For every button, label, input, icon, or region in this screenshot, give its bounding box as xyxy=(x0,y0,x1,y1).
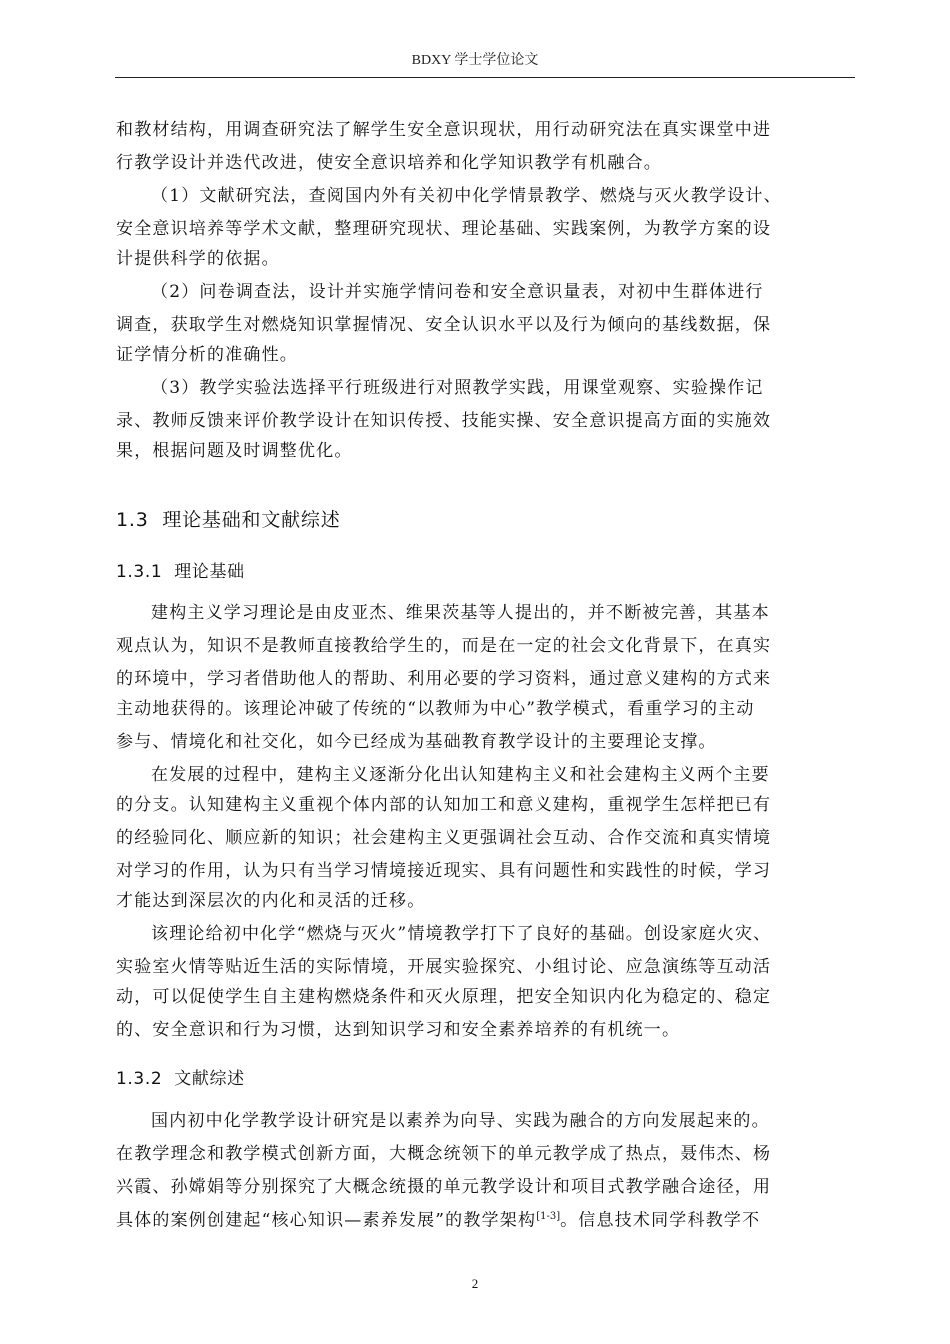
paragraph-line: 主动地获得的。该理论冲破了传统的“以教师为中心”教学模式，看重学习的主动 xyxy=(116,699,755,719)
paragraph-line: 参与、情境化和社交化，如今已经成为基础教育教学设计的主要理论支撑。 xyxy=(116,732,717,752)
section-title: 理论基础 xyxy=(174,562,245,582)
paragraph-line: 行教学设计并迭代改进，使安全意识培养和化学知识教学有机融合。 xyxy=(116,153,662,173)
paragraph-line: 的、安全意识和行为习惯，达到知识学习和安全素养培养的有机统一。 xyxy=(116,1020,681,1040)
paragraph-line: 动，可以促使学生自主建构燃烧条件和灭火原理，把安全知识内化为稳定的、稳定 xyxy=(116,987,772,1007)
paragraph-line: 对学习的作用，认为只有当学习情境接近现实、具有问题性和实践性的时候，学习 xyxy=(116,861,772,881)
section-heading-1-3-1 xyxy=(116,560,245,584)
section-heading-1-3-2 xyxy=(116,1067,245,1091)
paragraph-line: 证学情分析的准确性。 xyxy=(116,345,298,365)
text-after-citation: 。信息技术同学科教学不 xyxy=(560,1210,761,1231)
paragraph-line: 调查，获取学生对燃烧知识掌握情况、安全认识水平以及行为倾向的基线数据，保 xyxy=(116,315,772,335)
paragraph-line: 在教学理念和教学模式创新方面，大概念统领下的单元教学成了热点，聂伟杰、杨 xyxy=(116,1144,772,1164)
paragraph-line: 录、教师反馈来评价教学设计在知识传授、技能实操、安全意识提高方面的实施效 xyxy=(116,411,772,431)
section-number: 1.3.1 xyxy=(116,562,163,582)
page-number: 2 xyxy=(471,1276,479,1291)
paragraph-line: 果，根据问题及时调整优化。 xyxy=(116,441,353,461)
paragraph-line: 在发展的过程中，建构主义逐渐分化出认知建构主义和社会建构主义两个主要 xyxy=(151,765,770,785)
section-title: 理论基础和文献综述 xyxy=(162,509,341,531)
paragraph-line: 才能达到深层次的内化和灵活的迁移。 xyxy=(116,891,426,911)
paragraph-line: （2）问卷调查法，设计并实施学情问卷和安全意识量表，对初中生群体进行 xyxy=(151,282,764,302)
paragraph-line: 该理论给初中化学“燃烧与灭火”情境教学打下了良好的基础。创设家庭火灾、 xyxy=(151,924,772,944)
paragraph-line: （3）教学实验法选择平行班级进行对照教学实践，用课堂观察、实验操作记 xyxy=(151,378,764,398)
paragraph-line: 的分支。认知建构主义重视个体内部的认知加工和意义建构，重视学生怎样把已有 xyxy=(116,795,772,815)
header-title: BDXY 学士学位论文 xyxy=(411,53,539,68)
paragraph-line xyxy=(116,1205,760,1233)
text-before-citation: 具体的案例创建起“核心知识—素养发展”的教学架构 xyxy=(116,1210,537,1231)
paragraph-line: 兴霞、孙嫦娟等分别探究了大概念统摄的单元教学设计和项目式教学融合途径，用 xyxy=(116,1177,772,1197)
section-number: 1.3.2 xyxy=(116,1069,163,1089)
paragraph-line: 和教材结构，用调查研究法了解学生安全意识现状，用行动研究法在真实课堂中进 xyxy=(116,120,772,140)
citation-superscript: [1-3] xyxy=(536,1211,561,1222)
paragraph-line: 计提供科学的依据。 xyxy=(116,249,280,269)
paragraph-line: 的经验同化、顺应新的知识；社会建构主义更强调社会互动、合作交流和真实情境 xyxy=(116,828,772,848)
section-title: 文献综述 xyxy=(174,1069,245,1089)
paragraph-line: 实验室火情等贴近生活的实际情境，开展实验探究、小组讨论、应急演练等互动活 xyxy=(116,957,772,977)
paragraph-line: （1）文献研究法，查阅国内外有关初中化学情景教学、燃烧与灭火教学设计、 xyxy=(151,186,782,206)
header-rule xyxy=(115,77,855,78)
section-number: 1.3 xyxy=(116,509,149,531)
section-heading-1-3 xyxy=(116,507,341,533)
paragraph-line: 建构主义学习理论是由皮亚杰、维果茨基等人提出的，并不断被完善，其基本 xyxy=(151,603,770,623)
paragraph-line: 观点认为，知识不是教师直接教给学生的，而是在一定的社会文化背景下，在真实 xyxy=(116,636,772,656)
paragraph-line: 国内初中化学教学设计研究是以素养为向导、实践为融合的方向发展起来的。 xyxy=(151,1111,770,1131)
paragraph-line: 的环境中，学习者借助他人的帮助、利用必要的学习资料，通过意义建构的方式来 xyxy=(116,669,772,689)
paragraph-line: 安全意识培养等学术文献，整理研究现状、理论基础、实践案例，为教学方案的设 xyxy=(116,219,772,239)
